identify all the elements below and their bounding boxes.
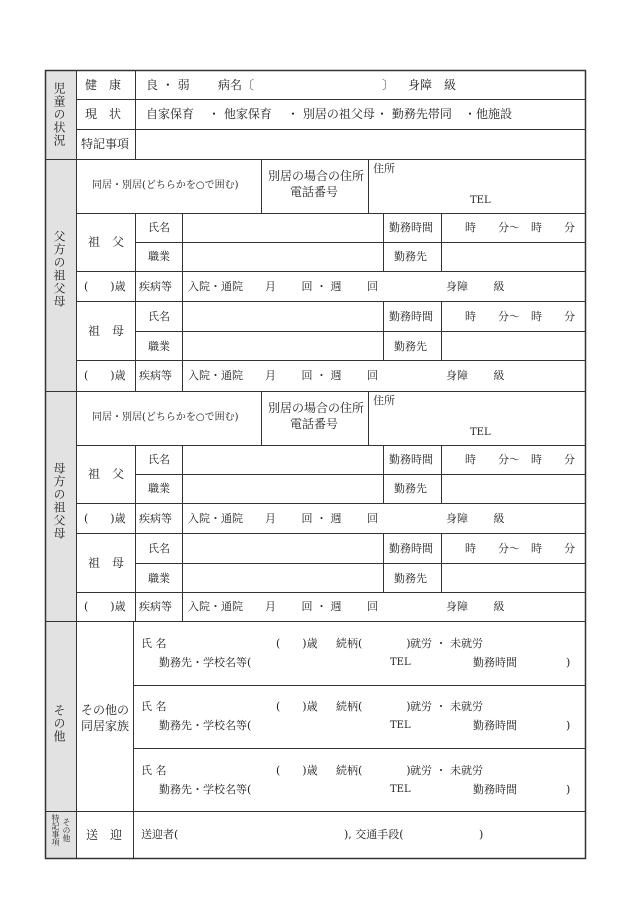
pgf-age-field[interactable]: ( )歳 (84, 280, 126, 293)
paternal-tel-field[interactable]: TEL (470, 195, 491, 206)
member2-name-field[interactable]: 氏 名 (141, 700, 167, 713)
member2-employment-choice[interactable]: 就労 ・ 未就労 (410, 700, 483, 713)
mgm-name-label: 氏名 (148, 542, 170, 555)
others-label-line1: その他の (81, 703, 130, 717)
member3-close: ) (566, 783, 571, 796)
member1-age-field[interactable]: ( )歳 (276, 637, 318, 650)
pgf-work-hours-label: 勤務時間 (389, 221, 433, 234)
member2-workplace-field[interactable]: 勤務先・学校名等( (159, 719, 252, 732)
status-option-workplace[interactable]: ・ 勤務先帯同 (376, 107, 452, 121)
member1-tel-field[interactable]: TEL (390, 657, 411, 668)
paternal-grandmother-label: 祖 母 (88, 324, 125, 338)
mgm-illness-field[interactable]: 入院・通院 月 回 ・ 週 回 (188, 600, 378, 613)
notes-field[interactable] (137, 131, 584, 158)
mgf-illness-label: 疾病等 (139, 512, 172, 525)
member2-age-field[interactable]: ( )歳 (276, 700, 318, 713)
pgm-job-field[interactable] (184, 333, 382, 359)
pgf-workplace-label: 勤務先 (394, 250, 427, 263)
maternal-address-label: 別居の場合の住所 (268, 401, 365, 415)
mgf-time-field[interactable]: 時 分～ 時 分 (465, 453, 575, 466)
paternal-address-label: 別居の場合の住所 (268, 169, 365, 183)
maternal-cohab-choice[interactable]: 同居・別居(どちらかを○で囲む) (92, 412, 239, 423)
maternal-phone-label: 電話番号 (290, 417, 339, 431)
pgm-illness-field[interactable]: 入院・通院 月 回 ・ 週 回 (188, 369, 378, 382)
member3-workplace-field[interactable]: 勤務先・学校名等( (159, 783, 252, 796)
member1-close: ) (566, 656, 571, 669)
maternal-tel-field[interactable]: TEL (470, 427, 491, 438)
section-label-special: 特記事項 (51, 814, 60, 846)
health-values[interactable]: 良 ・ 弱 (146, 78, 190, 92)
status-option-home[interactable]: 自家保育 (146, 107, 195, 121)
mgf-age-field[interactable]: ( )歳 (84, 512, 126, 525)
pgf-job-field[interactable] (184, 244, 382, 270)
mgm-disability-field[interactable]: 身障 級 (446, 600, 505, 613)
member1-name-field[interactable]: 氏 名 (141, 637, 167, 650)
member3-age-field[interactable]: ( )歳 (276, 764, 318, 777)
notes-label: 特記事項 (81, 137, 130, 151)
pgf-disability-field[interactable]: 身障 級 (446, 280, 505, 293)
mgm-work-hours-label: 勤務時間 (389, 542, 433, 555)
pgf-job-label: 職業 (148, 250, 170, 263)
maternal-address-field[interactable]: 住所 (373, 394, 395, 407)
paternal-phone-label: 電話番号 (290, 185, 339, 199)
section-label-child: 児童の状況 (52, 82, 66, 147)
mgm-name-field[interactable] (184, 535, 382, 562)
mgf-illness-field[interactable]: 入院・通院 月 回 ・ 週 回 (188, 512, 378, 525)
member3-name-field[interactable]: 氏 名 (141, 764, 167, 777)
pgf-illness-field[interactable]: 入院・通院 月 回 ・ 週 回 (188, 280, 378, 293)
member3-hours-field[interactable]: 勤務時間 (473, 783, 517, 796)
pgm-job-label: 職業 (148, 340, 170, 353)
status-label: 現 状 (85, 107, 122, 121)
section-label-special-sub: その他 (62, 818, 71, 842)
mgf-job-label: 職業 (148, 482, 170, 495)
member3-employment-choice[interactable]: 就労 ・ 未就労 (410, 764, 483, 777)
transport-field[interactable]: ), 交通手段( (344, 828, 404, 841)
mgf-workplace-field[interactable] (443, 476, 584, 502)
member1-employment-choice[interactable]: 就労 ・ 未就労 (410, 637, 483, 650)
member2-tel-field[interactable]: TEL (390, 720, 411, 731)
status-option-facility[interactable]: ・他施設 (464, 107, 513, 121)
paternal-address-field[interactable]: 住所 (373, 162, 395, 175)
pgm-workplace-label: 勤務先 (394, 340, 427, 353)
section-label-paternal: 父方の祖父母 (52, 230, 66, 308)
mgm-workplace-field[interactable] (443, 565, 584, 591)
pgm-name-field[interactable] (184, 303, 382, 330)
maternal-grandfather-label: 祖 父 (88, 467, 125, 481)
pgf-name-label: 氏名 (148, 221, 170, 234)
mgf-name-label: 氏名 (148, 453, 170, 466)
mgf-workplace-label: 勤務先 (394, 482, 427, 495)
mgf-disability-field[interactable]: 身障 級 (446, 512, 505, 525)
pickup-label: 送 迎 (86, 828, 123, 842)
member1-hours-field[interactable]: 勤務時間 (473, 656, 517, 669)
section-label-others: その他 (52, 704, 66, 743)
pgf-name-field[interactable] (184, 215, 382, 241)
status-option-other-home[interactable]: ・ 他家保育 (208, 107, 272, 121)
pgm-name-label: 氏名 (148, 310, 170, 323)
paternal-cohab-choice[interactable]: 同居・別居(どちらかを○で囲む) (92, 180, 239, 191)
pgf-illness-label: 疾病等 (139, 280, 172, 293)
member3-tel-field[interactable]: TEL (390, 784, 411, 795)
maternal-grandmother-label: 祖 母 (88, 556, 125, 570)
pgm-work-hours-label: 勤務時間 (389, 310, 433, 323)
pgm-illness-label: 疾病等 (139, 369, 172, 382)
mgm-time-field[interactable]: 時 分～ 時 分 (465, 542, 575, 555)
mgm-workplace-label: 勤務先 (394, 572, 427, 585)
transport-close: ) (479, 828, 484, 841)
paternal-grandfather-label: 祖 父 (88, 235, 125, 249)
pgm-time-field[interactable]: 時 分～ 時 分 (465, 310, 575, 323)
disease-label: 病名〔 (218, 78, 255, 92)
member3-relation-field[interactable]: 続柄( ) (336, 764, 411, 777)
mgf-name-field[interactable] (184, 447, 382, 473)
health-label: 健 康 (85, 78, 122, 92)
member2-relation-field[interactable]: 続柄( ) (336, 700, 411, 713)
pgf-time-field[interactable]: 時 分～ 時 分 (465, 221, 575, 234)
mgm-age-field[interactable]: ( )歳 (84, 600, 126, 613)
mgm-job-label: 職業 (148, 572, 170, 585)
mgm-job-field[interactable] (184, 565, 382, 591)
others-label-line2: 同居家族 (81, 719, 130, 733)
section-label-maternal: 母方の祖父母 (52, 462, 66, 540)
pgm-disability-field[interactable]: 身障 級 (446, 369, 505, 382)
mgf-job-field[interactable] (184, 476, 382, 502)
member2-hours-field[interactable]: 勤務時間 (473, 719, 517, 732)
mgm-illness-label: 疾病等 (139, 600, 172, 613)
pgf-workplace-field[interactable] (443, 244, 584, 270)
mgf-work-hours-label: 勤務時間 (389, 453, 433, 466)
member1-relation-field[interactable]: 続柄( ) (336, 637, 411, 650)
child-disability[interactable]: 身障 級 (408, 78, 457, 92)
disease-close: 〕 (382, 78, 395, 92)
status-option-grandparents[interactable]: ・ 別居の祖父母 (287, 107, 375, 121)
member1-workplace-field[interactable]: 勤務先・学校名等( (159, 656, 252, 669)
pgm-workplace-field[interactable] (443, 333, 584, 359)
member2-close: ) (566, 719, 571, 732)
pgm-age-field[interactable]: ( )歳 (84, 369, 126, 382)
pickup-person-field[interactable]: 送迎者( (141, 828, 179, 841)
